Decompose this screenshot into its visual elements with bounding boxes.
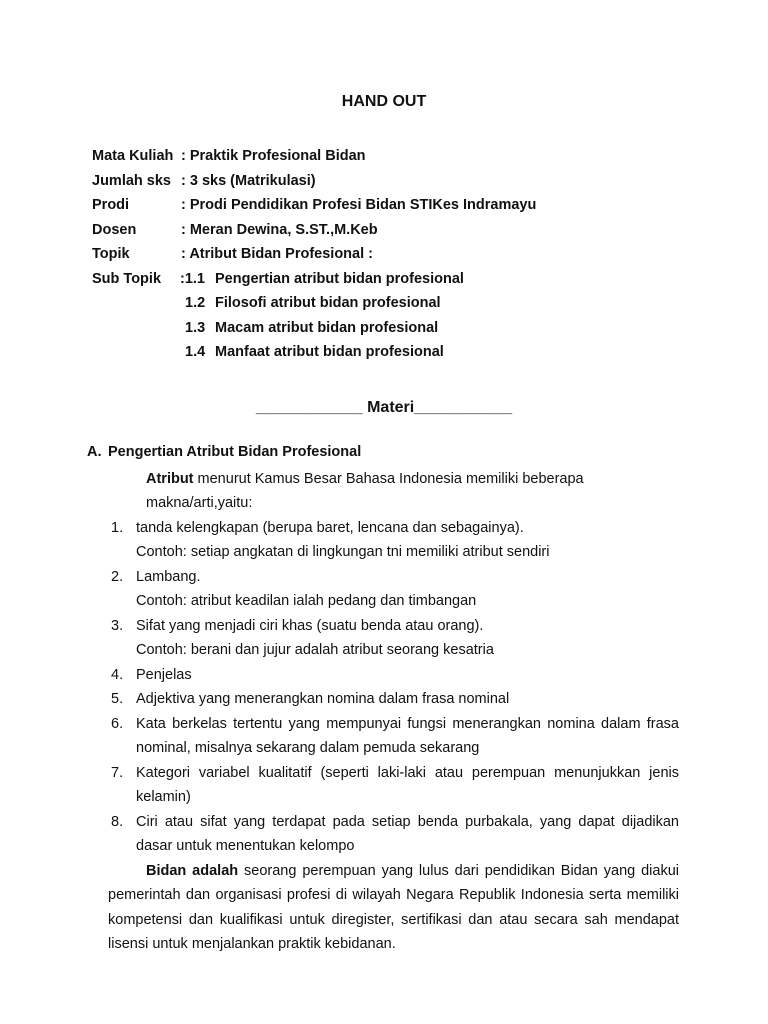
section-a: [87, 442, 679, 957]
program-label: Prodi: [92, 197, 130, 213]
list-text: Lambang.: [136, 568, 201, 585]
list-number: 7.: [111, 764, 124, 781]
section-letter: A.: [87, 444, 102, 460]
list-item: [87, 761, 679, 810]
section-title: Pengertian Atribut Bidan Profesional: [108, 444, 362, 460]
bidan-term: Bidan adalah: [146, 862, 239, 879]
list-item: [87, 614, 679, 663]
list-text: Kata berkelas tertentu yang mempunyai fungsi menerangkan nomina dalam frasa nominal, misalnya sekarang dalam pemuda sekarang: [136, 715, 679, 756]
list-item: [87, 810, 679, 859]
materi-heading: ____________ Materi___________: [255, 399, 513, 416]
topic-label: Topik: [92, 246, 130, 262]
list-text: tanda kelengkapan (berupa baret, lencana dan sebagainya).: [136, 519, 524, 536]
page-title: HAND OUT: [341, 93, 427, 110]
list-text: Sifat yang menjadi ciri khas (suatu benda atau orang).: [136, 617, 484, 634]
list-text: Ciri atau sifat yang terdapat pada setiap benda purbakala, yang dapat dijadikan dasar untuk menentukan kelompo: [136, 813, 679, 854]
subtopic-text: Macam atribut bidan profesional: [215, 319, 439, 336]
course-label: Mata Kuliah: [92, 148, 174, 164]
list-number: 1.: [111, 519, 124, 536]
credits-label: Jumlah sks: [92, 172, 171, 189]
bidan-text: seorang perempuan yang lulus dari pendidikan Bidan yang diakui pemerintah dan organisasi profesi di wilayah Negara Republik Indonesia serta memiliki kompetensi dan kualifikasi untuk diregister, sertifikasi dan atau secara sah mendapat lisensi untuk menjalankan praktik kebidanan.: [108, 862, 679, 952]
example-text: Contoh: berani dan jujur adalah atribut seorang kesatria: [136, 642, 494, 658]
intro-term: Atribut: [146, 470, 194, 487]
example-text: Contoh: setiap angkatan di lingkungan tni memiliki atribut sendiri: [136, 544, 550, 560]
subtopic-number: 1.3: [185, 319, 206, 336]
subtopic-number: 1.4: [185, 344, 206, 360]
list-item: [87, 712, 679, 761]
list-number: 4.: [111, 666, 124, 683]
list-item: [87, 687, 679, 712]
course-value: : Praktik Profesional Bidan: [181, 148, 366, 164]
section-heading: [87, 442, 679, 467]
meaning-list: [87, 516, 679, 859]
list-number: 2.: [111, 568, 124, 585]
subtopic-label: Sub Topik: [92, 270, 162, 287]
subtopic-number: 1.2: [185, 295, 206, 311]
subtopic-number: :1.1: [180, 270, 205, 287]
subtopic-text: Manfaat atribut bidan profesional: [215, 344, 444, 360]
list-text: Kategori variabel kualitatif (seperti laki-laki atau perempuan menunjukkan jenis kelamin): [136, 764, 679, 805]
list-item: [87, 516, 679, 565]
list-number: 6.: [111, 715, 124, 732]
intro-paragraph: [87, 467, 679, 516]
list-item: [87, 565, 679, 614]
list-text: Penjelas: [136, 666, 192, 683]
list-text: Adjektiva yang menerangkan nomina dalam frasa nominal: [136, 691, 510, 707]
program-value: : Prodi Pendidikan Profesi Bidan STIKes Indramayu: [181, 197, 537, 213]
intro-text: menurut Kamus Besar Bahasa Indonesia memiliki beberapa makna/arti,yaitu:: [146, 470, 584, 511]
lecturer-label: Dosen: [92, 221, 137, 238]
bidan-paragraph: [87, 859, 679, 957]
list-number: 3.: [111, 617, 124, 634]
list-number: 5.: [111, 691, 124, 707]
list-number: 8.: [111, 813, 124, 830]
subtopic-text: Pengertian atribut bidan profesional: [215, 270, 464, 287]
list-item: [87, 663, 679, 688]
lecturer-value: : Meran Dewina, S.ST.,M.Keb: [181, 221, 378, 238]
subtopic-text: Filosofi atribut bidan profesional: [215, 295, 441, 311]
credits-value: : 3 sks (Matrikulasi): [181, 172, 316, 189]
topic-value: : Atribut Bidan Profesional :: [181, 246, 373, 262]
example-text: Contoh: atribut keadilan ialah pedang dan timbangan: [136, 593, 477, 609]
